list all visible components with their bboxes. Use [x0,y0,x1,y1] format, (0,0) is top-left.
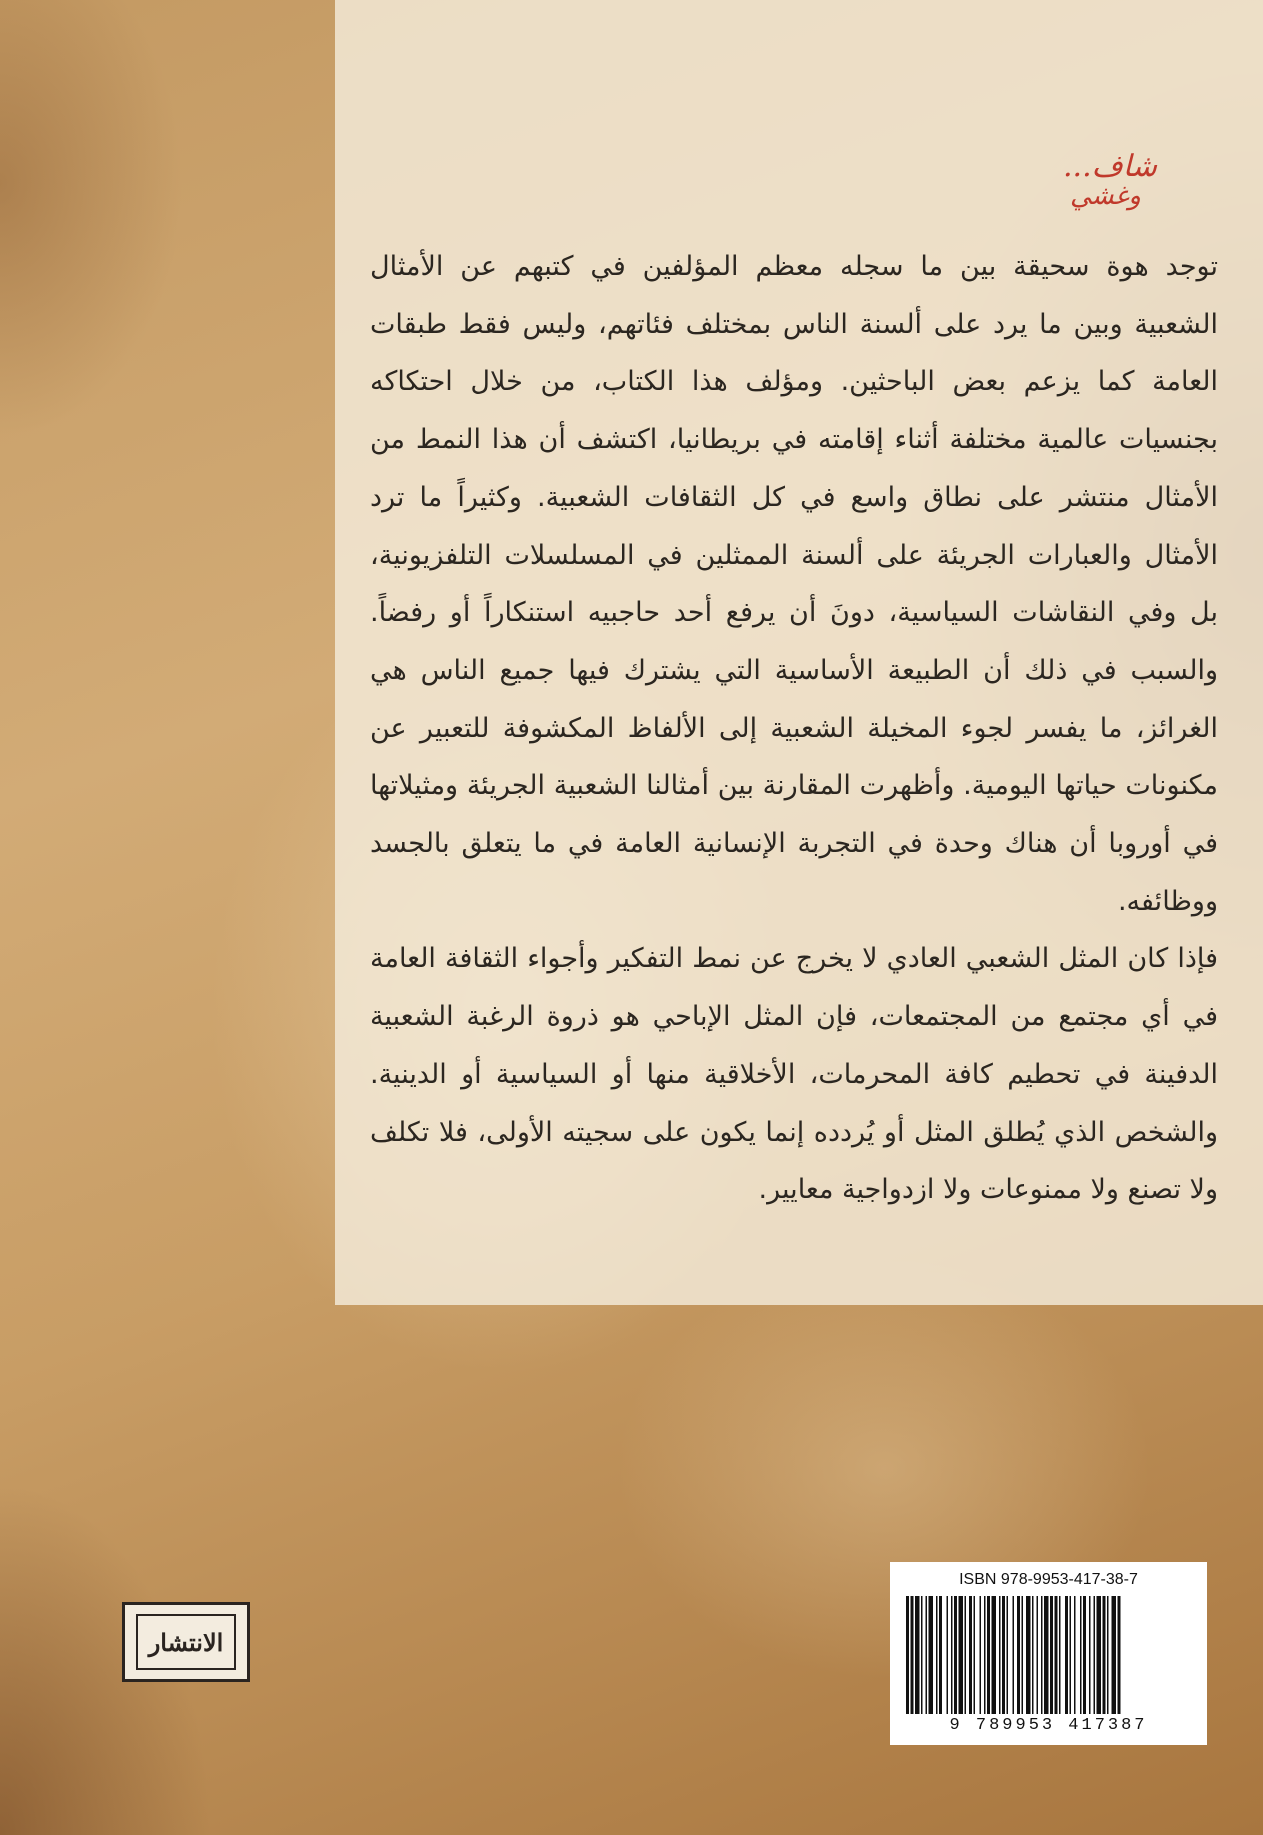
barcode-icon [904,1596,1193,1714]
isbn-label: ISBN 978-9953-417-38-7 [959,1571,1138,1588]
logo-line-2: وغشي [1069,181,1141,211]
blurb-paragraph-1: توجد هوة سحيقة بين ما سجله معظم المؤلفين في كتبهم عن الأمثال الشعبية وبين ما يرد على ألسنة الناس بمختلف فئاتهم، وليس فقط طبقات العامة كما يزعم بعض الباحثين. ومؤلف هذا الكتاب، من خلال احتكاكه بجنسيات عالمية مختلفة أثناء إقامته في بريطانيا، اكتشف أن هذا النمط من الأمثال منتشر على نطاق واسع في كل الثقافات الشعبية. وكثيراً ما ترد الأمثال والعبارات الجريئة على ألسنة الممثلين في المسلسلات التلفزيونية، بل وفي النقاشات السياسية، دونَ أن يرفع أحد حاجبيه استنكاراً أو رفضاً. والسبب في ذلك أن الطبيعة الأساسية التي يشترك فيها جميع الناس هي الغرائز، ما يفسر لجوء المخيلة الشعبية إلى الألفاظ المكشوفة للتعبير عن مكنونات حياتها اليومية. وأظهرت المقارنة بين أمثالنا الشعبية الجريئة ومثيلاتها في أوروبا أن هناك وحدة في التجربة الإنسانية العامة في ما يتعلق بالجسد ووظائفه. [370,251,1218,917]
barcode-digits: 9 789953 417387 [949,1716,1148,1735]
publisher-logo [122,1602,250,1682]
series-logo [1045,150,1165,220]
isbn-barcode [890,1562,1207,1745]
publisher-name: الانتشار [136,1614,236,1670]
blurb-paragraph-2: فإذا كان المثل الشعبي العادي لا يخرج عن نمط التفكير وأجواء الثقافة العامة في أي مجتمع من المجتمعات، فإن المثل الإباحي هو ذروة الرغبة الشعبية الدفينة في تحطيم كافة المحرمات، الأخلاقية منها أو السياسية أو الدينية. والشخص الذي يُطلق المثل أو يُردده إنما يكون على سجيته الأولى، فلا تكلف ولا تصنع ولا ممنوعات ولا ازدواجية معايير. [370,943,1218,1206]
logo-line-1: شاف... [1063,149,1157,184]
blurb-text [370,238,1218,1219]
